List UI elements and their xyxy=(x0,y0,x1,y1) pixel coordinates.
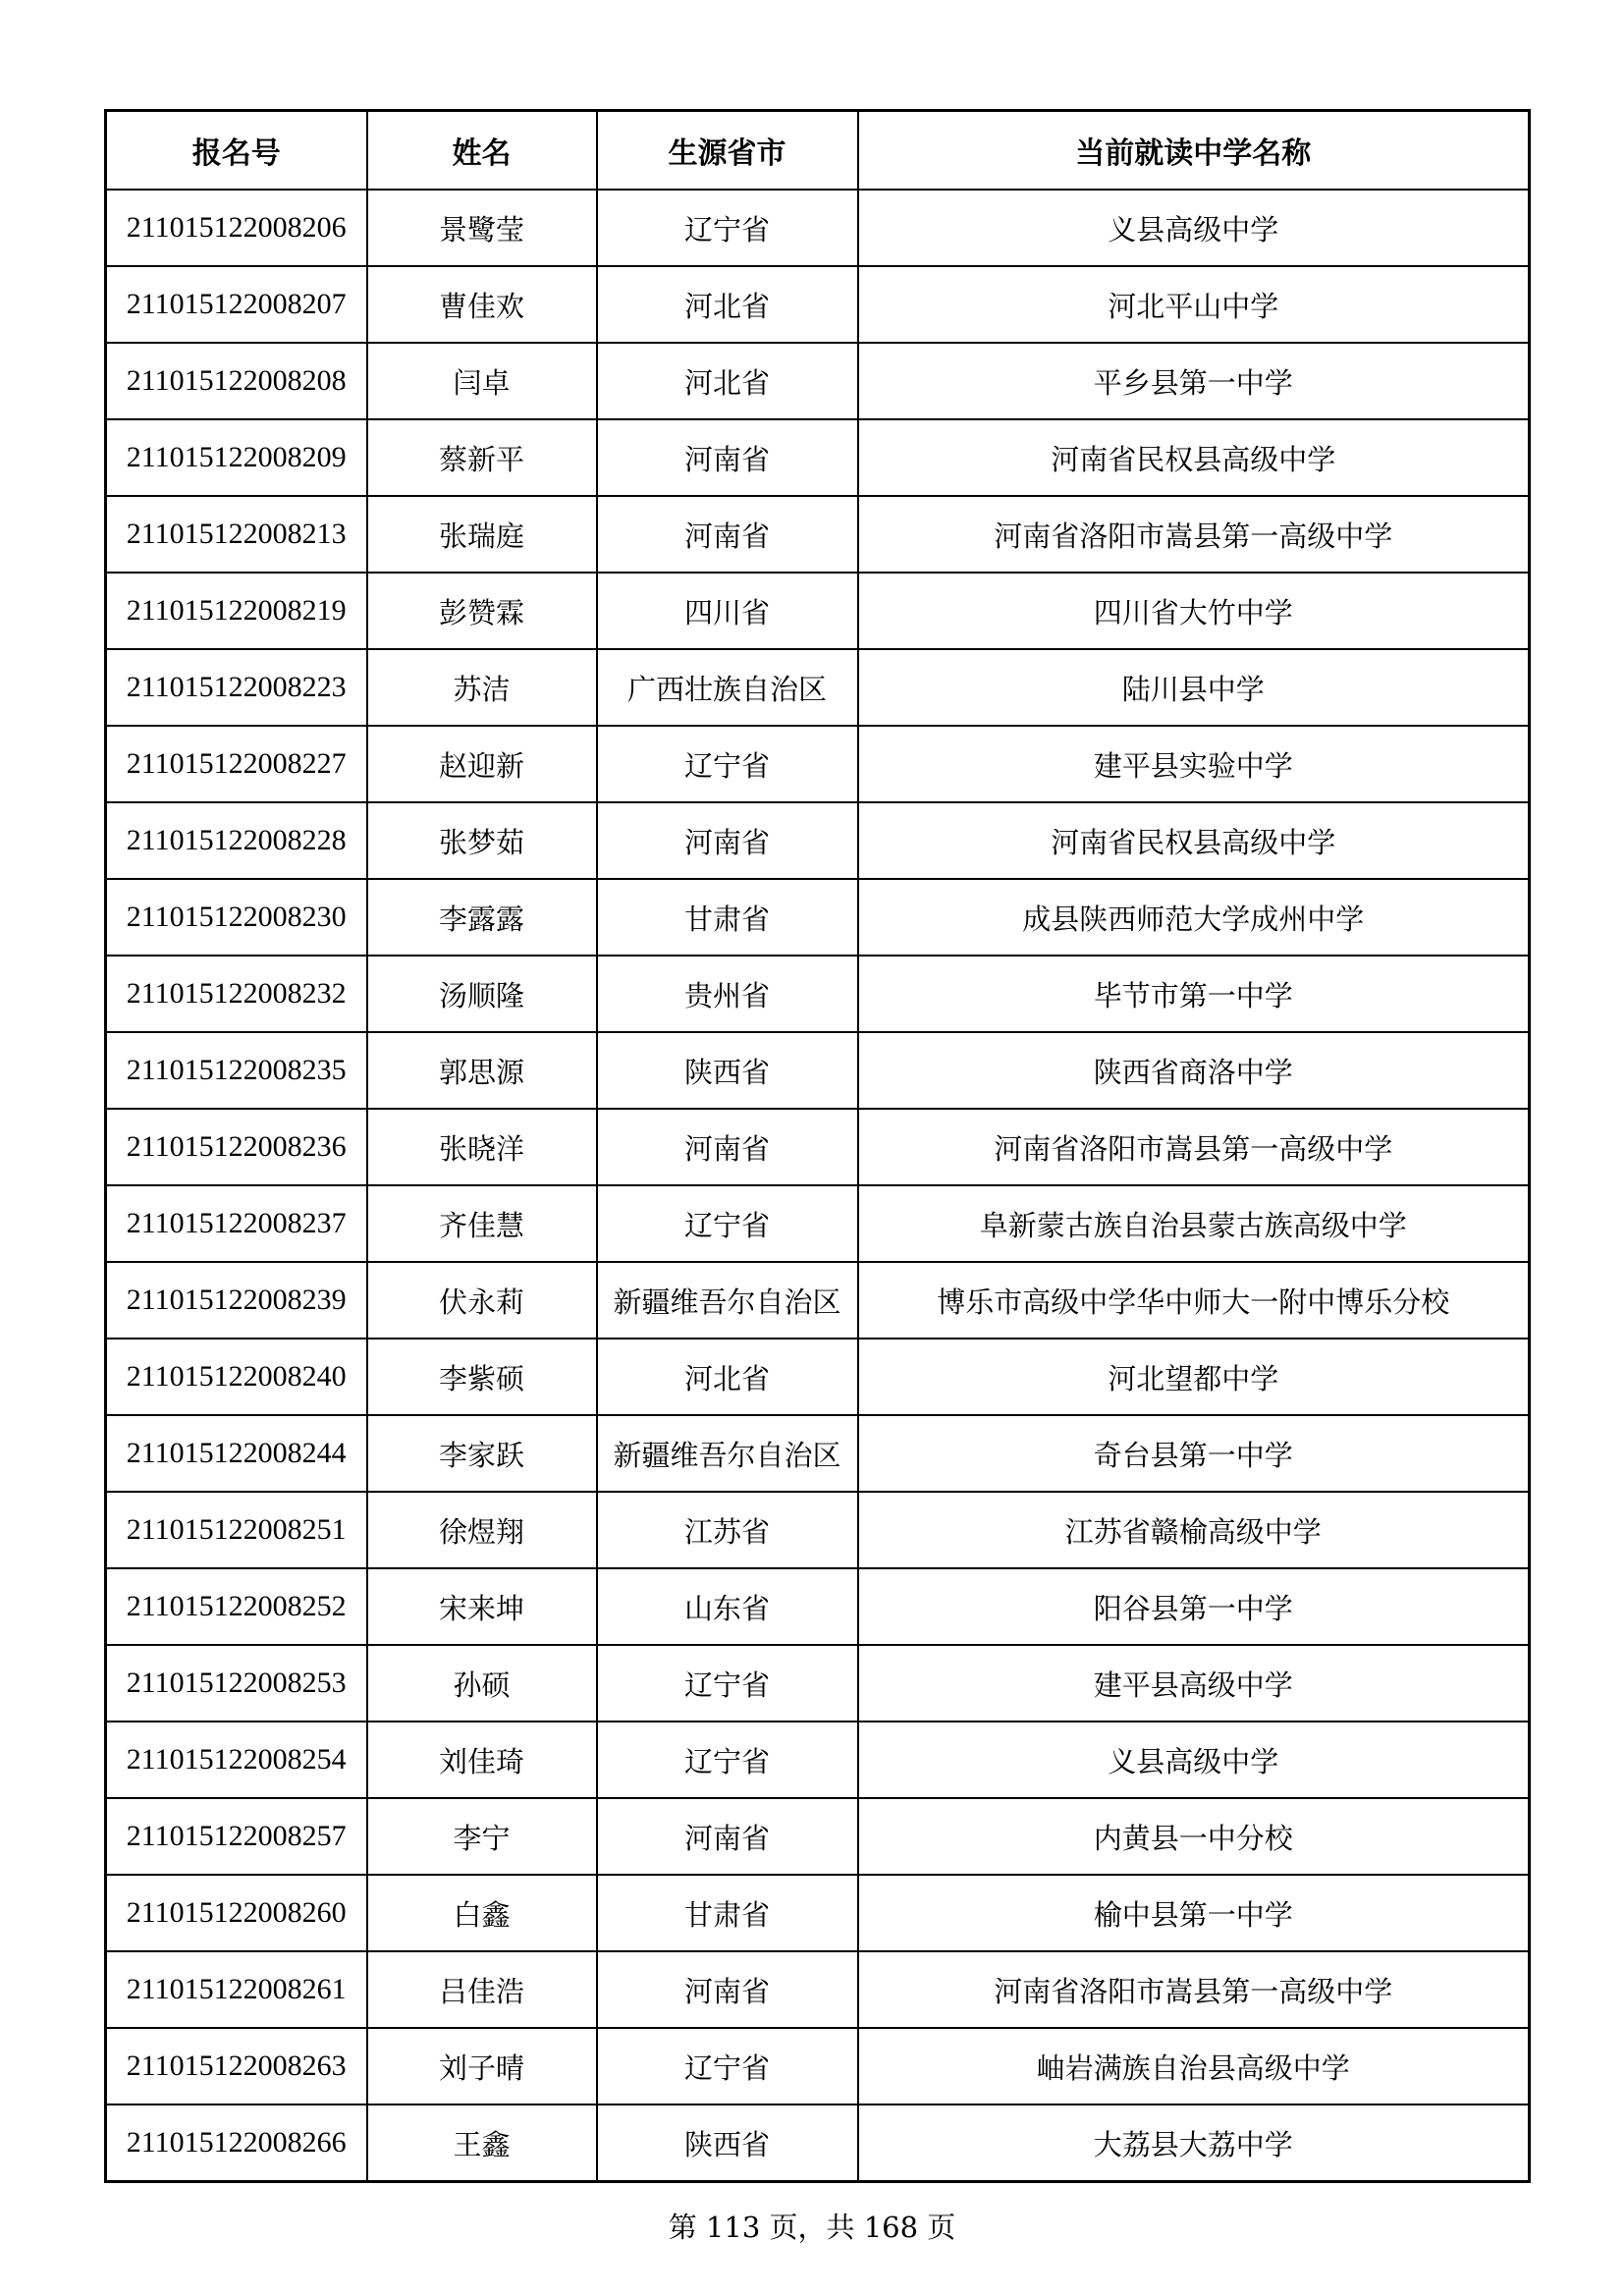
cell-name: 苏洁 xyxy=(367,649,597,726)
cell-registration-number: 211015122008230 xyxy=(106,879,367,956)
cell-registration-number: 211015122008263 xyxy=(106,2028,367,2105)
cell-province: 河北省 xyxy=(597,1339,858,1415)
cell-name: 孙硕 xyxy=(367,1645,597,1722)
student-table-container xyxy=(104,109,1528,2183)
cell-registration-number: 211015122008266 xyxy=(106,2105,367,2182)
cell-name: 张瑞庭 xyxy=(367,496,597,573)
table-row xyxy=(106,2105,1530,2182)
cell-registration-number: 211015122008237 xyxy=(106,1185,367,1262)
cell-name: 赵迎新 xyxy=(367,726,597,802)
cell-registration-number: 211015122008235 xyxy=(106,1032,367,1109)
cell-registration-number: 211015122008253 xyxy=(106,1645,367,1722)
table-row xyxy=(106,879,1530,956)
cell-school: 大荔县大荔中学 xyxy=(858,2105,1530,2182)
cell-province: 辽宁省 xyxy=(597,1185,858,1262)
table-row xyxy=(106,802,1530,879)
cell-name: 刘佳琦 xyxy=(367,1722,597,1798)
table-row xyxy=(106,1185,1530,1262)
table-row xyxy=(106,573,1530,649)
cell-name: 徐煜翔 xyxy=(367,1492,597,1568)
cell-school: 奇台县第一中学 xyxy=(858,1415,1530,1492)
cell-registration-number: 211015122008239 xyxy=(106,1262,367,1339)
cell-school: 四川省大竹中学 xyxy=(858,573,1530,649)
table-row xyxy=(106,496,1530,573)
cell-school: 平乡县第一中学 xyxy=(858,343,1530,419)
table-row xyxy=(106,419,1530,496)
cell-name: 齐佳慧 xyxy=(367,1185,597,1262)
header-registration-number: 报名号 xyxy=(106,111,367,191)
table-row xyxy=(106,1339,1530,1415)
table-row xyxy=(106,1951,1530,2028)
cell-school: 河南省洛阳市嵩县第一高级中学 xyxy=(858,496,1530,573)
table-row xyxy=(106,1415,1530,1492)
cell-school: 岫岩满族自治县高级中学 xyxy=(858,2028,1530,2105)
table-row xyxy=(106,649,1530,726)
cell-registration-number: 211015122008236 xyxy=(106,1109,367,1185)
cell-province: 陕西省 xyxy=(597,2105,858,2182)
cell-name: 白鑫 xyxy=(367,1875,597,1951)
cell-school: 义县高级中学 xyxy=(858,190,1530,266)
cell-name: 刘子晴 xyxy=(367,2028,597,2105)
cell-province: 新疆维吾尔自治区 xyxy=(597,1415,858,1492)
cell-school: 博乐市高级中学华中师大一附中博乐分校 xyxy=(858,1262,1530,1339)
cell-name: 王鑫 xyxy=(367,2105,597,2182)
cell-registration-number: 211015122008254 xyxy=(106,1722,367,1798)
cell-school: 陆川县中学 xyxy=(858,649,1530,726)
table-row xyxy=(106,1262,1530,1339)
cell-name: 李家跃 xyxy=(367,1415,597,1492)
cell-name: 张梦茹 xyxy=(367,802,597,879)
header-name: 姓名 xyxy=(367,111,597,191)
cell-name: 李宁 xyxy=(367,1798,597,1875)
cell-name: 伏永莉 xyxy=(367,1262,597,1339)
cell-province: 甘肃省 xyxy=(597,1875,858,1951)
cell-name: 闫卓 xyxy=(367,343,597,419)
cell-registration-number: 211015122008251 xyxy=(106,1492,367,1568)
cell-school: 义县高级中学 xyxy=(858,1722,1530,1798)
cell-province: 河北省 xyxy=(597,343,858,419)
cell-registration-number: 211015122008208 xyxy=(106,343,367,419)
cell-school: 建平县实验中学 xyxy=(858,726,1530,802)
cell-name: 彭赞霖 xyxy=(367,573,597,649)
cell-school: 河南省洛阳市嵩县第一高级中学 xyxy=(858,1109,1530,1185)
table-row xyxy=(106,1722,1530,1798)
cell-province: 山东省 xyxy=(597,1568,858,1645)
cell-registration-number: 211015122008252 xyxy=(106,1568,367,1645)
table-row xyxy=(106,1798,1530,1875)
cell-registration-number: 211015122008213 xyxy=(106,496,367,573)
cell-school: 内黄县一中分校 xyxy=(858,1798,1530,1875)
cell-province: 河北省 xyxy=(597,266,858,343)
cell-registration-number: 211015122008244 xyxy=(106,1415,367,1492)
cell-province: 贵州省 xyxy=(597,956,858,1032)
cell-province: 河南省 xyxy=(597,1798,858,1875)
cell-school: 建平县高级中学 xyxy=(858,1645,1530,1722)
header-province: 生源省市 xyxy=(597,111,858,191)
page-number-text: 第 113 页，共 168 页 xyxy=(668,2211,956,2244)
cell-registration-number: 211015122008209 xyxy=(106,419,367,496)
cell-school: 河南省洛阳市嵩县第一高级中学 xyxy=(858,1951,1530,2028)
cell-province: 河南省 xyxy=(597,1109,858,1185)
table-row xyxy=(106,1032,1530,1109)
cell-registration-number: 211015122008228 xyxy=(106,802,367,879)
page-footer xyxy=(0,2206,1624,2246)
cell-school: 河北望都中学 xyxy=(858,1339,1530,1415)
table-row xyxy=(106,1109,1530,1185)
header-school: 当前就读中学名称 xyxy=(858,111,1530,191)
cell-province: 河南省 xyxy=(597,419,858,496)
cell-school: 阳谷县第一中学 xyxy=(858,1568,1530,1645)
cell-name: 李露露 xyxy=(367,879,597,956)
table-header-row xyxy=(106,111,1530,191)
cell-school: 阜新蒙古族自治县蒙古族高级中学 xyxy=(858,1185,1530,1262)
table-row xyxy=(106,726,1530,802)
cell-school: 成县陕西师范大学成州中学 xyxy=(858,879,1530,956)
table-row xyxy=(106,1645,1530,1722)
cell-name: 汤顺隆 xyxy=(367,956,597,1032)
cell-name: 蔡新平 xyxy=(367,419,597,496)
cell-province: 辽宁省 xyxy=(597,1722,858,1798)
student-table xyxy=(104,109,1531,2183)
cell-school: 江苏省赣榆高级中学 xyxy=(858,1492,1530,1568)
cell-school: 河南省民权县高级中学 xyxy=(858,419,1530,496)
cell-name: 宋来坤 xyxy=(367,1568,597,1645)
table-body xyxy=(106,190,1530,2182)
cell-province: 辽宁省 xyxy=(597,190,858,266)
cell-province: 甘肃省 xyxy=(597,879,858,956)
cell-school: 河南省民权县高级中学 xyxy=(858,802,1530,879)
cell-name: 李紫硕 xyxy=(367,1339,597,1415)
cell-province: 辽宁省 xyxy=(597,1645,858,1722)
cell-province: 河南省 xyxy=(597,1951,858,2028)
cell-name: 张晓洋 xyxy=(367,1109,597,1185)
cell-registration-number: 211015122008257 xyxy=(106,1798,367,1875)
cell-school: 陕西省商洛中学 xyxy=(858,1032,1530,1109)
cell-registration-number: 211015122008240 xyxy=(106,1339,367,1415)
cell-province: 广西壮族自治区 xyxy=(597,649,858,726)
cell-province: 四川省 xyxy=(597,573,858,649)
cell-province: 新疆维吾尔自治区 xyxy=(597,1262,858,1339)
cell-school: 河北平山中学 xyxy=(858,266,1530,343)
cell-province: 江苏省 xyxy=(597,1492,858,1568)
cell-registration-number: 211015122008206 xyxy=(106,190,367,266)
table-row xyxy=(106,956,1530,1032)
cell-name: 吕佳浩 xyxy=(367,1951,597,2028)
cell-name: 曹佳欢 xyxy=(367,266,597,343)
table-row xyxy=(106,343,1530,419)
table-row xyxy=(106,1568,1530,1645)
cell-registration-number: 211015122008260 xyxy=(106,1875,367,1951)
cell-province: 河南省 xyxy=(597,496,858,573)
cell-province: 辽宁省 xyxy=(597,726,858,802)
table-row xyxy=(106,1875,1530,1951)
cell-registration-number: 211015122008227 xyxy=(106,726,367,802)
cell-school: 榆中县第一中学 xyxy=(858,1875,1530,1951)
cell-school: 毕节市第一中学 xyxy=(858,956,1530,1032)
table-row xyxy=(106,190,1530,266)
cell-province: 陕西省 xyxy=(597,1032,858,1109)
cell-province: 河南省 xyxy=(597,802,858,879)
cell-name: 景鹭莹 xyxy=(367,190,597,266)
cell-province: 辽宁省 xyxy=(597,2028,858,2105)
cell-registration-number: 211015122008223 xyxy=(106,649,367,726)
cell-registration-number: 211015122008219 xyxy=(106,573,367,649)
cell-registration-number: 211015122008261 xyxy=(106,1951,367,2028)
cell-name: 郭思源 xyxy=(367,1032,597,1109)
cell-registration-number: 211015122008232 xyxy=(106,956,367,1032)
table-row xyxy=(106,266,1530,343)
table-row xyxy=(106,1492,1530,1568)
cell-registration-number: 211015122008207 xyxy=(106,266,367,343)
table-row xyxy=(106,2028,1530,2105)
